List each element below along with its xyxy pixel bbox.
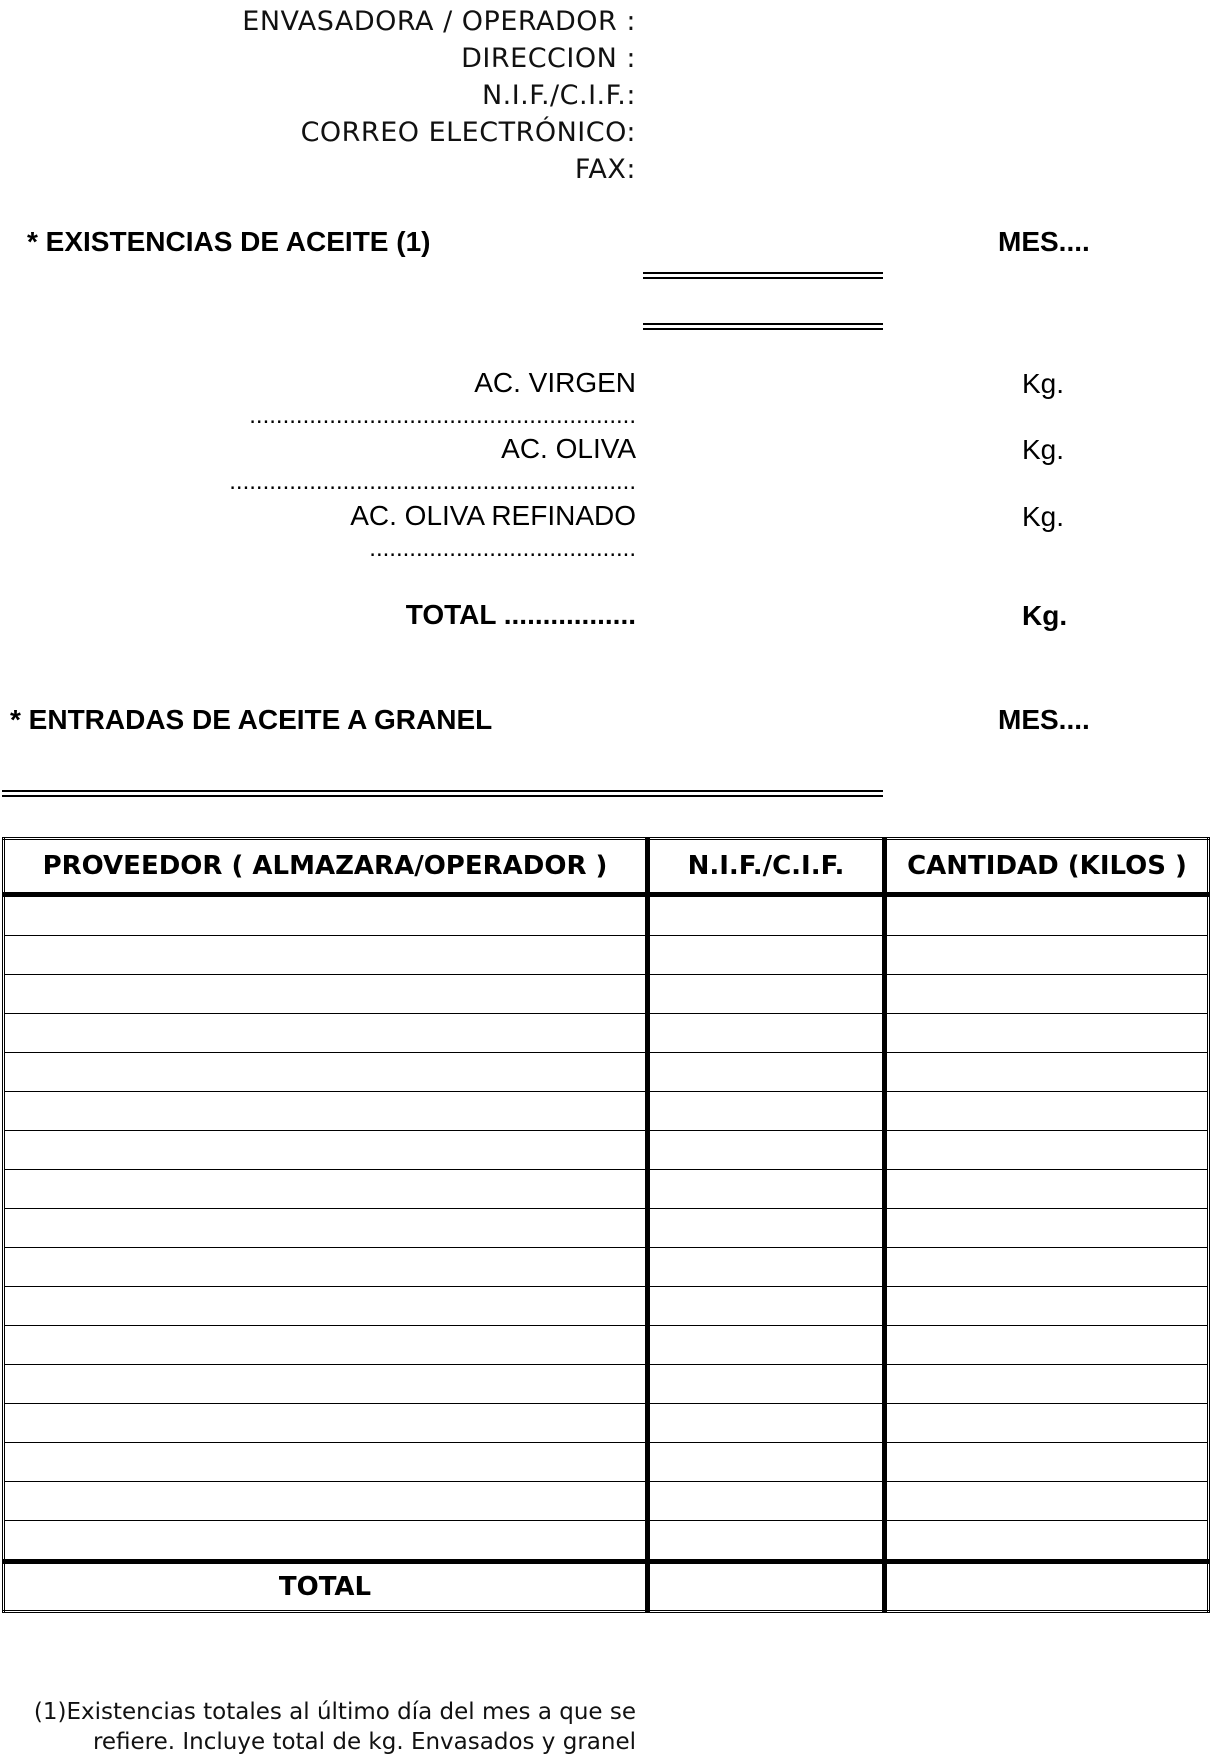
cell-nif-cif[interactable] — [648, 1443, 885, 1482]
table-row — [4, 1443, 1209, 1482]
table-row — [4, 1365, 1209, 1404]
cell-proveedor[interactable] — [4, 1092, 648, 1131]
cell-cantidad[interactable] — [885, 1131, 1209, 1170]
table-row — [4, 1248, 1209, 1287]
cell-cantidad[interactable] — [885, 1209, 1209, 1248]
cell-nif-cif[interactable] — [648, 1482, 885, 1521]
stock-label-oliva: AC. OLIVA — [501, 433, 636, 464]
table-row — [4, 1326, 1209, 1365]
cell-cantidad[interactable] — [885, 1404, 1209, 1443]
cell-cantidad[interactable] — [885, 1326, 1209, 1365]
cell-proveedor[interactable] — [4, 1521, 648, 1562]
stocks-section-title: * EXISTENCIAS DE ACEITE (1) — [27, 226, 431, 257]
table-row — [4, 895, 1209, 936]
label-direccion: DIRECCION : — [461, 43, 636, 74]
label-correo-electronico: CORREO ELECTRÓNICO: — [300, 117, 636, 148]
label-envasadora-operador: ENVASADORA / OPERADOR : — [242, 6, 636, 37]
cell-nif-cif[interactable] — [648, 1404, 885, 1443]
table-row — [4, 1521, 1209, 1562]
stock-dots-virgen: .......................................................... — [249, 402, 636, 429]
table-row — [4, 1209, 1209, 1248]
stocks-double-line-1 — [643, 272, 883, 279]
cell-nif-cif[interactable] — [648, 1131, 885, 1170]
cell-nif-cif[interactable] — [648, 895, 885, 936]
cell-proveedor[interactable] — [4, 1404, 648, 1443]
column-header-proveedor: PROVEEDOR ( ALMAZARA/OPERADOR ) — [4, 839, 648, 895]
cell-proveedor[interactable] — [4, 1443, 648, 1482]
cell-cantidad[interactable] — [885, 975, 1209, 1014]
cell-cantidad[interactable] — [885, 1170, 1209, 1209]
cell-nif-cif[interactable] — [648, 1170, 885, 1209]
cell-cantidad[interactable] — [885, 1365, 1209, 1404]
cell-nif-cif[interactable] — [648, 1209, 885, 1248]
cell-nif-cif[interactable] — [648, 1326, 885, 1365]
cell-cantidad[interactable] — [885, 1014, 1209, 1053]
entries-month-label: MES.... — [998, 704, 1090, 735]
stock-dots-oliva: ............................................................. — [229, 468, 636, 495]
table-row — [4, 1053, 1209, 1092]
total-cantidad-cell[interactable] — [885, 1562, 1209, 1612]
table-header-row — [4, 839, 1209, 895]
column-header-nif-cif: N.I.F./C.I.F. — [648, 839, 885, 895]
cell-proveedor[interactable] — [4, 1365, 648, 1404]
cell-cantidad[interactable] — [885, 1053, 1209, 1092]
cell-proveedor[interactable] — [4, 1170, 648, 1209]
table-row — [4, 1482, 1209, 1521]
table-row — [4, 1287, 1209, 1326]
cell-proveedor[interactable] — [4, 1131, 648, 1170]
stocks-month-label: MES.... — [998, 226, 1090, 257]
table-total-row — [4, 1562, 1209, 1612]
cell-proveedor[interactable] — [4, 1482, 648, 1521]
column-header-cantidad: CANTIDAD (KILOS ) — [885, 839, 1209, 895]
stock-unit-virgen: Kg. — [1022, 368, 1065, 399]
cell-proveedor[interactable] — [4, 1287, 648, 1326]
cell-nif-cif[interactable] — [648, 975, 885, 1014]
cell-cantidad[interactable] — [885, 1092, 1209, 1131]
table-row — [4, 1092, 1209, 1131]
cell-nif-cif[interactable] — [648, 1014, 885, 1053]
entries-double-line — [2, 790, 883, 797]
cell-proveedor[interactable] — [4, 1053, 648, 1092]
cell-nif-cif[interactable] — [648, 1365, 885, 1404]
footnote — [34, 1697, 636, 1757]
cell-cantidad[interactable] — [885, 936, 1209, 975]
cell-proveedor[interactable] — [4, 1326, 648, 1365]
cell-proveedor[interactable] — [4, 1014, 648, 1053]
table-row — [4, 1131, 1209, 1170]
cell-cantidad[interactable] — [885, 895, 1209, 936]
entries-table — [2, 837, 1210, 1613]
cell-cantidad[interactable] — [885, 1521, 1209, 1562]
cell-cantidad[interactable] — [885, 1482, 1209, 1521]
total-label: TOTAL — [4, 1562, 648, 1612]
stock-label-oliva-refinado: AC. OLIVA REFINADO — [350, 500, 636, 531]
label-fax: FAX: — [574, 154, 636, 185]
cell-nif-cif[interactable] — [648, 936, 885, 975]
cell-cantidad[interactable] — [885, 1248, 1209, 1287]
cell-proveedor[interactable] — [4, 975, 648, 1014]
cell-cantidad[interactable] — [885, 1287, 1209, 1326]
total-nif-cif-cell[interactable] — [648, 1562, 885, 1612]
table-row — [4, 1170, 1209, 1209]
stocks-double-line-2 — [643, 323, 883, 330]
cell-proveedor[interactable] — [4, 895, 648, 936]
stock-total-label: TOTAL ................. — [405, 599, 636, 630]
footnote-line-2: refiere. Incluye total de kg. Envasados y granel — [92, 1729, 636, 1755]
stock-label-virgen: AC. VIRGEN — [474, 367, 636, 398]
table-row — [4, 1014, 1209, 1053]
cell-cantidad[interactable] — [885, 1443, 1209, 1482]
cell-nif-cif[interactable] — [648, 1521, 885, 1562]
cell-nif-cif[interactable] — [648, 1053, 885, 1092]
stock-dots-oliva-refinado: ........................................ — [369, 535, 636, 562]
cell-proveedor[interactable] — [4, 1209, 648, 1248]
stock-total-unit: Kg. — [1022, 600, 1068, 631]
table-row — [4, 975, 1209, 1014]
label-nif-cif: N.I.F./C.I.F.: — [481, 80, 636, 111]
cell-nif-cif[interactable] — [648, 1092, 885, 1131]
cell-proveedor[interactable] — [4, 1248, 648, 1287]
stock-unit-oliva-refinado: Kg. — [1022, 501, 1065, 532]
entries-section-title: * ENTRADAS DE ACEITE A GRANEL — [10, 704, 493, 735]
table-row — [4, 1404, 1209, 1443]
table-row — [4, 936, 1209, 975]
stock-unit-oliva: Kg. — [1022, 434, 1065, 465]
cell-nif-cif[interactable] — [648, 1248, 885, 1287]
footnote-line-1: (1)Existencias totales al último día del mes a que se — [33, 1699, 636, 1725]
cell-nif-cif[interactable] — [648, 1287, 885, 1326]
cell-proveedor[interactable] — [4, 936, 648, 975]
